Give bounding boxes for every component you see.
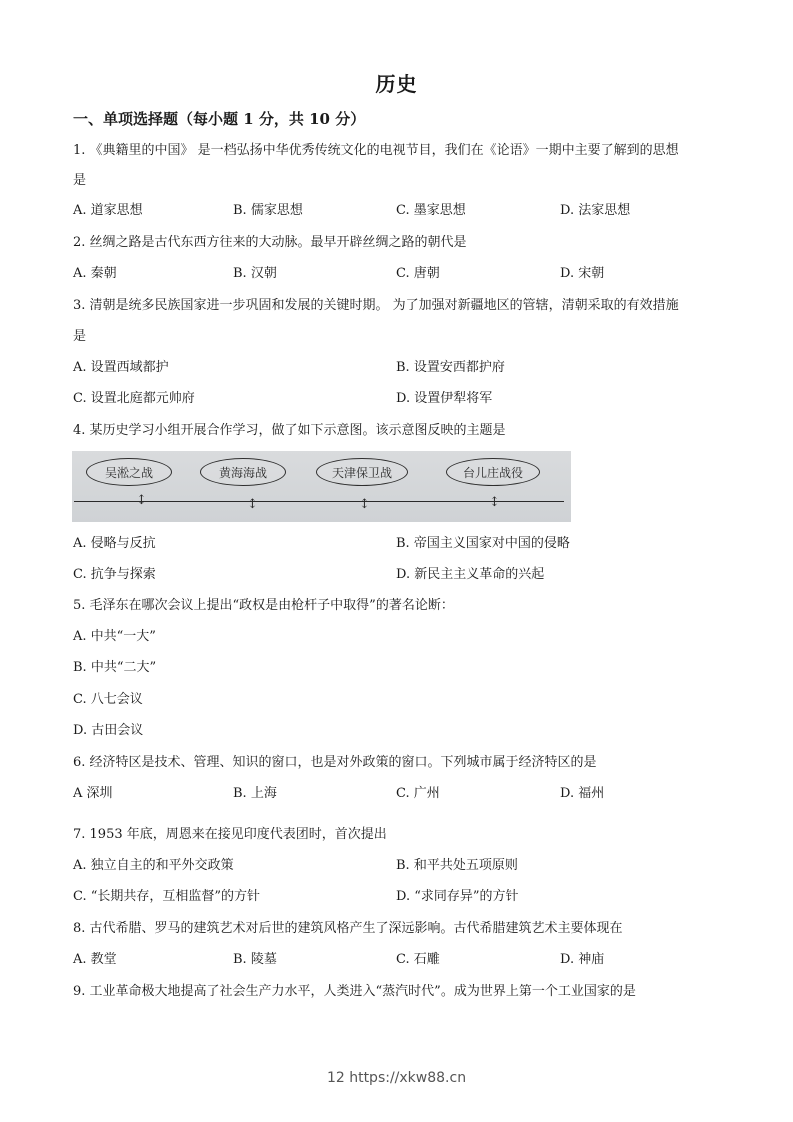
question-6-option-c: C. 广州: [396, 786, 440, 801]
question-8-option-a: A. 教堂: [73, 952, 117, 967]
double-arrow-icon: ↕: [489, 495, 500, 510]
question-3-option-c: C. 设置北庭都元帅府: [73, 391, 195, 406]
diagram-node-wusong: 吴淞之战: [86, 458, 172, 486]
question-8-option-d: D. 神庙: [560, 952, 605, 967]
question-4-option-b: B. 帝国主义国家对中国的侵略: [396, 536, 570, 551]
question-2-option-a: A. 秦朝: [73, 266, 117, 281]
double-arrow-icon: ↕: [359, 497, 370, 512]
question-9-stem: 9. 工业革命极大地提高了社会生产力水平，人类进入“蒸汽时代”。成为世界上第一个工业国家的是: [73, 984, 636, 999]
question-7-option-b: B. 和平共处五项原则: [396, 858, 518, 873]
question-6-option-a: A 深圳: [73, 786, 113, 801]
question-7-option-c: C. “长期共存，互相监督”的方针: [73, 889, 261, 904]
question-1-option-c: C. 墨家思想: [396, 203, 466, 218]
question-4-option-c: C. 抗争与探索: [73, 567, 156, 582]
double-arrow-icon: ↕: [136, 493, 147, 508]
question-6-option-d: D. 福州: [560, 786, 605, 801]
question-3-option-d: D. 设置伊犁将军: [396, 391, 493, 406]
diagram-node-huanghai: 黄海海战: [200, 458, 286, 486]
double-arrow-icon: ↕: [247, 497, 258, 512]
question-2-option-d: D. 宋朝: [560, 266, 605, 281]
question-7-stem: 7. 1953 年底，周恩来在接见印度代表团时，首次提出: [73, 827, 387, 842]
question-7-option-a: A. 独立自主的和平外交政策: [73, 858, 234, 873]
question-2-stem: 2. 丝绸之路是古代东西方往来的大动脉。最早开辟丝绸之路的朝代是: [73, 235, 467, 250]
question-1-stem: 1. 《典籍里的中国》 是一档弘扬中华优秀传统文化的电视节目，我们在《论语》一期中主要了解到的思想: [73, 143, 679, 158]
question-5-option-a: A. 中共“一大”: [73, 629, 156, 644]
section-heading: 一、单项选择题（每小题 1 分，共 10 分）: [73, 110, 366, 128]
question-6-option-b: B. 上海: [233, 786, 277, 801]
question-5-stem: 5. 毛泽东在哪次会议上提出“政权是由枪杆子中取得”的著名论断：: [73, 598, 454, 613]
question-8-option-c: C. 石雕: [396, 952, 440, 967]
diagram-node-tianjin: 天津保卫战: [316, 458, 408, 486]
page-footer: 12 https://xkw88.cn: [326, 1070, 467, 1086]
question-7-option-d: D. “求同存异”的方针: [396, 889, 519, 904]
question-1-stem-cont: 是: [73, 173, 87, 188]
question-4-stem: 4. 某历史学习小组开展合作学习，做了如下示意图。该示意图反映的主题是: [73, 423, 506, 438]
question-3-stem: 3. 清朝是统多民族国家进一步巩固和发展的关键时期。 为了加强对新疆地区的管辖，清朝采取的有效措施: [73, 298, 679, 313]
question-2-option-c: C. 唐朝: [396, 266, 440, 281]
question-3-stem-cont: 是: [73, 329, 87, 344]
question-5-option-b: B. 中共“二大”: [73, 660, 157, 675]
question-3-option-a: A. 设置西域都护: [73, 360, 169, 375]
question-1-option-d: D. 法家思想: [560, 203, 631, 218]
question-6-stem: 6. 经济特区是技术、管理、知识的窗口，也是对外政策的窗口。下列城市属于经济特区的是: [73, 755, 597, 770]
question-4-option-a: A. 侵略与反抗: [73, 536, 156, 551]
question-8-option-b: B. 陵墓: [233, 952, 277, 967]
question-8-stem: 8. 古代希腊、罗马的建筑艺术对后世的建筑风格产生了深远影响。古代希腊建筑艺术主要体现在: [73, 921, 623, 936]
question-5-option-d: D. 古田会议: [73, 723, 144, 738]
question-4-option-d: D. 新民主主义革命的兴起: [396, 567, 545, 582]
question-1-option-a: A. 道家思想: [73, 203, 143, 218]
question-2-option-b: B. 汉朝: [233, 266, 277, 281]
page-title: 历史: [375, 72, 418, 96]
question-5-option-c: C. 八七会议: [73, 692, 143, 707]
timeline-diagram: [72, 451, 571, 522]
diagram-node-taierzhuang: 台儿庄战役: [446, 458, 540, 486]
question-3-option-b: B. 设置安西都护府: [396, 360, 505, 375]
question-1-option-b: B. 儒家思想: [233, 203, 303, 218]
